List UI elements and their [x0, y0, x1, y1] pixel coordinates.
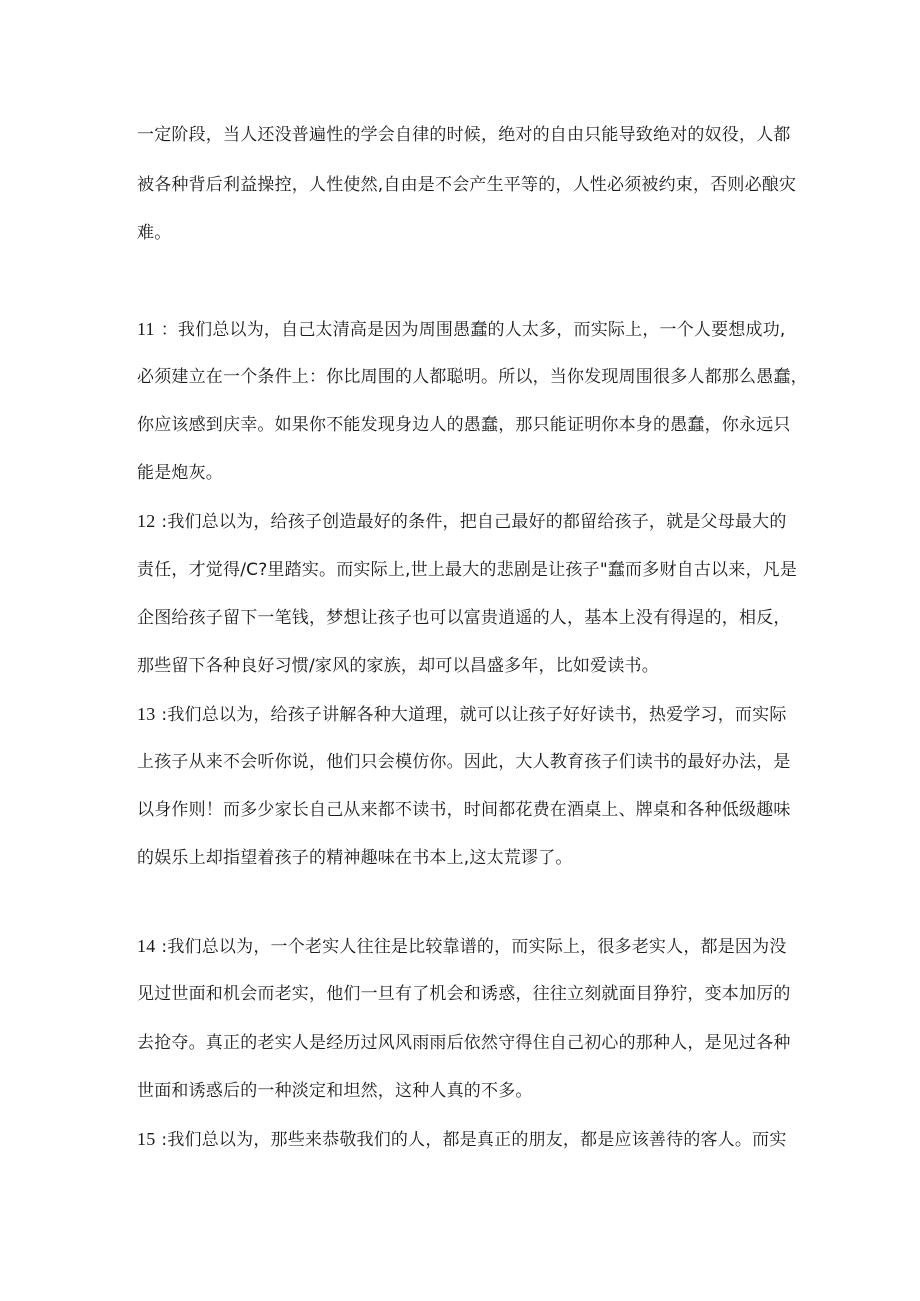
paragraph-line: 上孩子从来不会听你说，他们只会模仿你。因此，大人教育孩子们读书的最好办法，是: [137, 752, 791, 772]
list-item-12: [137, 510, 787, 533]
paragraph-line: 的娱乐上却指望着孩子的精神趣味在书本上,这太荒谬了。: [137, 848, 573, 868]
paragraph-line: 你应该感到庆幸。如果你不能发现身边人的愚蠢，那只能证明你本身的愚蠢，你永远只: [137, 415, 791, 435]
item-number: 13: [137, 704, 156, 724]
paragraph-line: 见过世面和机会而老实，他们一旦有了机会和诱惑，往往立刻就面目狰狞，变本加厉的: [137, 984, 791, 1004]
paragraph-line: 去抢夺。真正的老实人是经历过风风雨雨后依然守得住自己初心的那种人，是见过各种: [137, 1033, 791, 1053]
paragraph-line: 难。: [137, 223, 172, 243]
paragraph-line: 必须建立在一个条件上：你比周围的人都聪明。所以，当你发现周围很多人都那么愚蠢，: [137, 367, 808, 387]
item-number: 12: [137, 511, 156, 531]
paragraph-line: 世面和诱惑后的一种淡定和坦然，这种人真的不多。: [137, 1081, 533, 1101]
paragraph-line: 责任，才觉得/C?里踏实。而实际上,世上最大的悲剧是让孩子"蠢而多财自古以来，凡是: [137, 560, 798, 580]
list-item-11: [137, 318, 786, 341]
list-item-13: [137, 703, 787, 726]
paragraph-line: ：我们总以为，自己太清高是因为周围愚蠢的人太多，而实际上，一个人要想成功,: [160, 320, 786, 340]
paragraph-line: 以身作则！而多少家长自己从来都不读书，时间都花费在酒桌上、牌桌和各种低级趣味: [137, 800, 791, 820]
paragraph-line: 被各种背后利益操控，人性使然,自由是不会产生平等的，人性必须被约束，否则必酿灾: [137, 175, 797, 195]
list-item-14: [137, 935, 787, 958]
item-number: 11: [137, 319, 155, 339]
paragraph-line: :我们总以为，一个老实人往往是比较靠谱的，而实际上，很多老实人，都是因为没: [161, 937, 787, 957]
item-number: 14: [137, 936, 156, 956]
paragraph-line: 能是炮灰。: [137, 463, 223, 483]
paragraph-line: :我们总以为，那些来恭敬我们的人，都是真正的朋友，都是应该善待的客人。而实: [161, 1130, 787, 1150]
paragraph-line: :我们总以为，给孩子讲解各种大道理，就可以让孩子好好读书，热爱学习，而实际: [161, 705, 787, 725]
paragraph-line: 一定阶段，当人还没普遍性的学会自律的时候，绝对的自由只能导致绝对的奴役，人都: [137, 125, 791, 145]
paragraph-line: :我们总以为，给孩子创造最好的条件，把自己最好的都留给孩子，就是父母最大的: [161, 512, 787, 532]
paragraph-line: 企图给孩子留下一笔钱，梦想让孩子也可以富贵逍遥的人，基本上没有得逞的，相反，: [137, 608, 791, 628]
list-item-15: [137, 1128, 787, 1151]
paragraph-line: 那些留下各种良好习惯/家风的家族，却可以昌盛多年，比如爱读书。: [137, 656, 659, 676]
item-number: 15: [137, 1129, 156, 1149]
